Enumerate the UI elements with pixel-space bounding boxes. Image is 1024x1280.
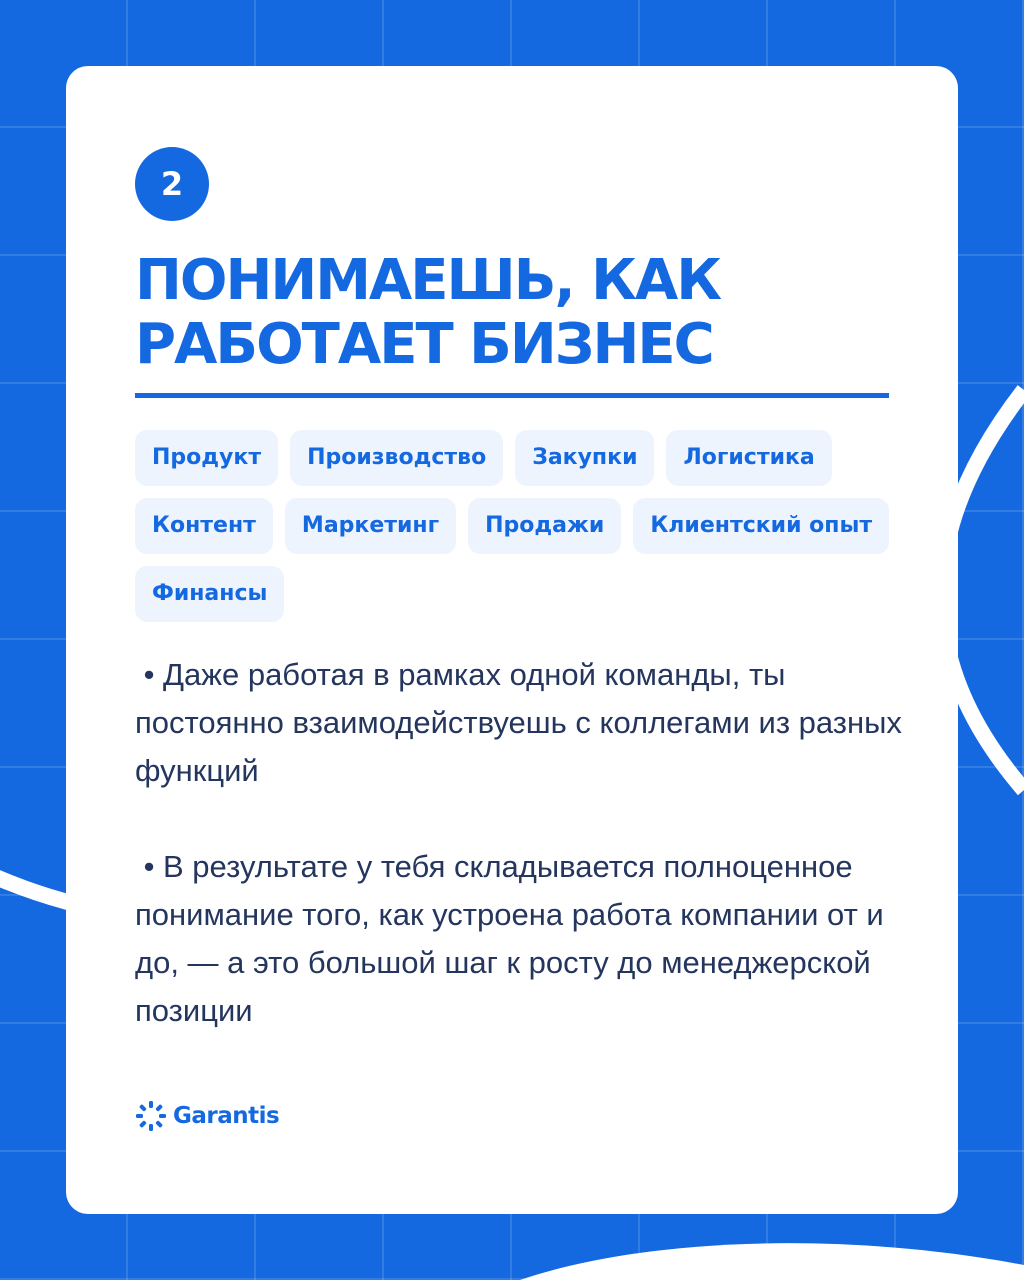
title-divider (135, 393, 889, 398)
page-title (135, 249, 895, 377)
tag-production: Производство (290, 430, 503, 486)
content-card (66, 66, 958, 1214)
point-2-text: В результате у тебя складывается полноценное понимание того, как устроена работа компании от и до, — а это большой шаг к росту до менеджерской позиции (135, 849, 884, 1028)
tag-row-3 (135, 566, 895, 622)
title-line-2: РАБОТАЕТ БИЗНЕС (135, 312, 713, 377)
tag-row-1 (135, 430, 895, 486)
point-2 (135, 843, 915, 1035)
tag-product: Продукт (135, 430, 278, 486)
bottom-curve (520, 1243, 1024, 1280)
point-1-text: Даже работая в рамках одной команды, ты постоянно взаимодействуешь с коллегами из разных функций (135, 657, 902, 788)
tag-customer-experience: Клиентский опыт (633, 498, 889, 554)
step-number-badge: 2 (135, 147, 209, 221)
bullet-icon: • (143, 849, 155, 884)
tag-finance: Финансы (135, 566, 284, 622)
tag-sales: Продажи (468, 498, 621, 554)
body-points (135, 651, 915, 1083)
brand-logo (135, 1100, 279, 1132)
brand-name: Garantis (173, 1103, 280, 1129)
tag-content: Контент (135, 498, 273, 554)
tag-procurement: Закупки (515, 430, 654, 486)
point-1 (135, 651, 915, 795)
title-line-1: ПОНИМАЕШЬ, КАК (135, 248, 721, 313)
bullet-icon: • (143, 657, 155, 692)
tag-logistics: Логистика (666, 430, 831, 486)
tag-row-2 (135, 498, 895, 554)
function-tags (135, 430, 895, 634)
garantis-logo-icon (135, 1100, 167, 1132)
tag-marketing: Маркетинг (285, 498, 456, 554)
